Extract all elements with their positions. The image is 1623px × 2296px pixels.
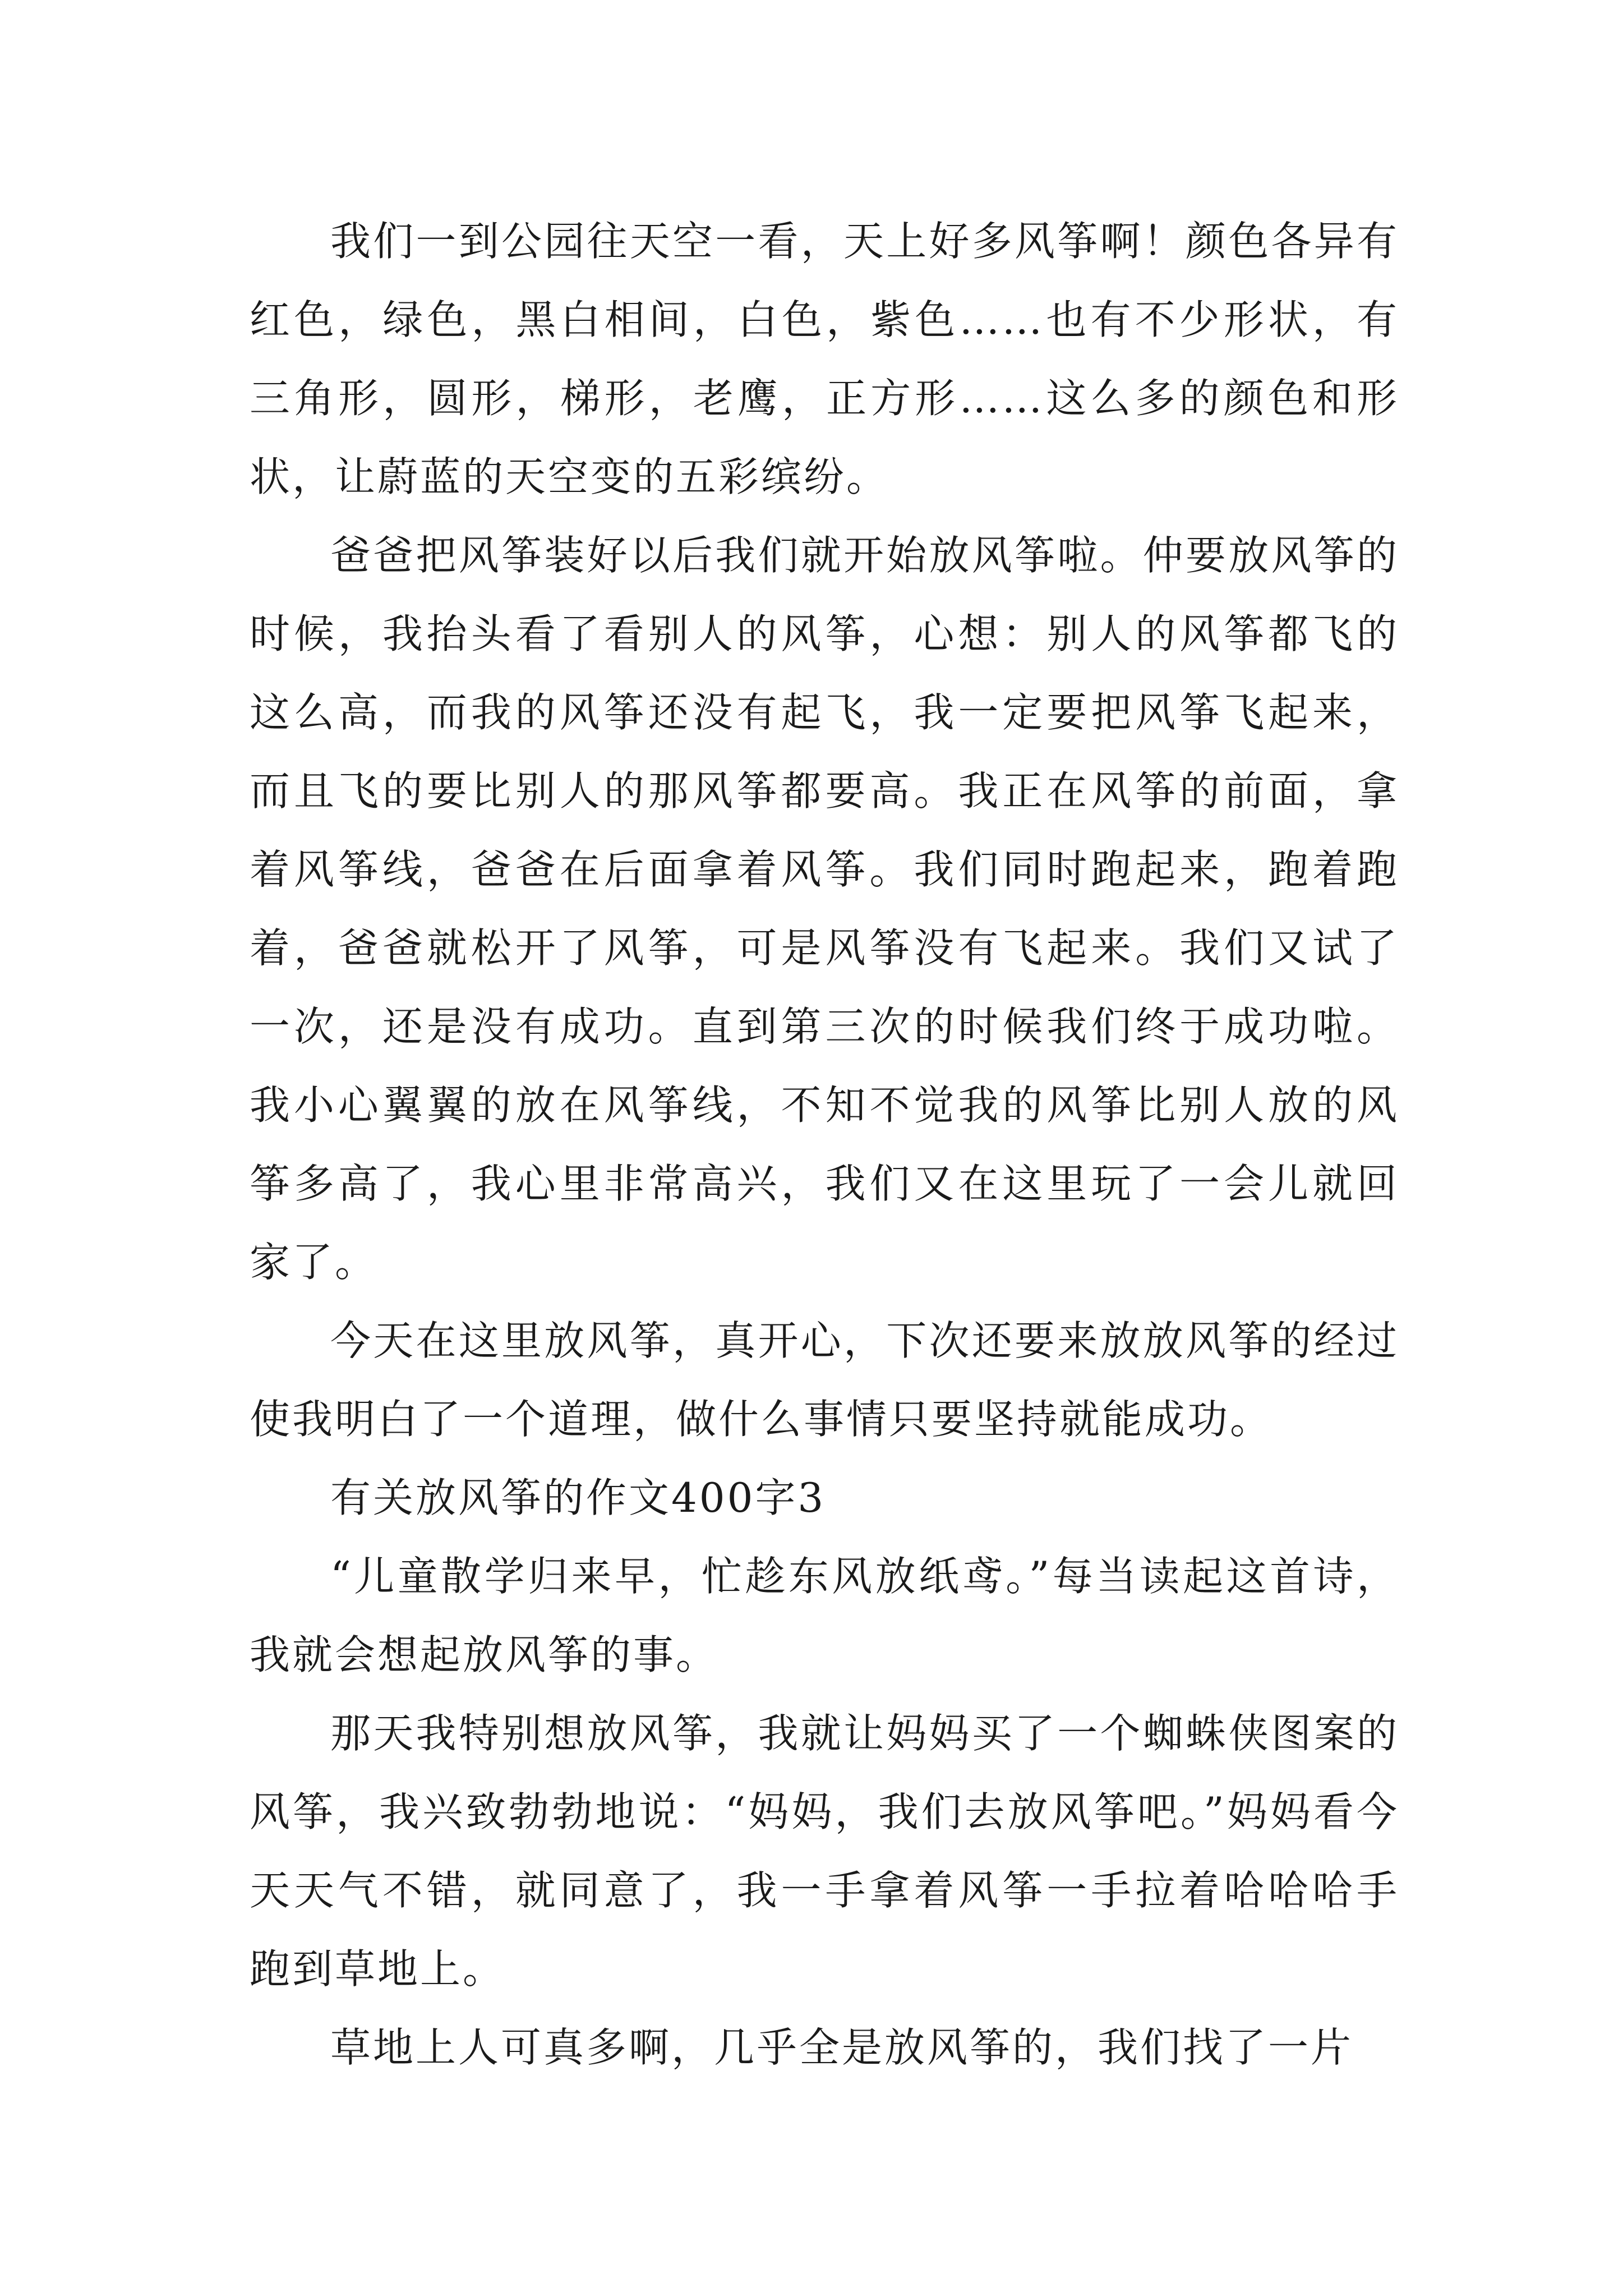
paragraph: 今天在这里放风筝，真开心，下次还要来放放风筝的经过使我明白了一个道理，做什么事情只要坚持就能成功。	[250, 1317, 1399, 1443]
paragraph: 我们一到公园往天空一看，天上好多风筝啊！颜色各异有红色，绿色，黑白相间，白色，紫色……也有不少形状，有三角形，圆形，梯形，老鹰，正方形……这么多的颜色和形状，让蔚蓝的天空变的五彩缤纷。	[250, 218, 1399, 500]
paragraph: 草地上人可真多啊，几乎全是放风筝的，我们找了一片	[330, 2024, 1354, 2071]
paragraph: 爸爸把风筝装好以后我们就开始放风筝啦。仲要放风筝的时候，我抬头看了看别人的风筝，心想：别人的风筝都飞的这么高，而我的风筝还没有起飞，我一定要把风筝飞起来，而且飞的要比别人的那风筝都要高。我正在风筝的前面，拿着风筝线，爸爸在后面拿着风筝。我们同时跑起来，跑着跑着，爸爸就松开了风筝，可是风筝没有飞起来。我们又试了一次，还是没有成功。直到第三次的时候我们终于成功啦。我小心翼翼的放在风筝线，不知不觉我的风筝比别人放的风筝多高了，我心里非常高兴，我们又在这里玩了一会儿就回家了。	[250, 532, 1399, 1286]
paragraph: “儿童散学归来早，忙趁东风放纸鸢。”每当读起这首诗，我就会想起放风筝的事。	[250, 1553, 1399, 1678]
section-title: 有关放风筝的作文400字3	[330, 1474, 826, 1521]
paragraph: 那天我特别想放风筝，我就让妈妈买了一个蜘蛛侠图案的风筝，我兴致勃勃地说：“妈妈，我们去放风筝吧。”妈妈看今天天气不错，就同意了，我一手拿着风筝一手拉着哈哈哈手跑到草地上。	[250, 1710, 1399, 1993]
document-body	[250, 202, 1399, 2087]
